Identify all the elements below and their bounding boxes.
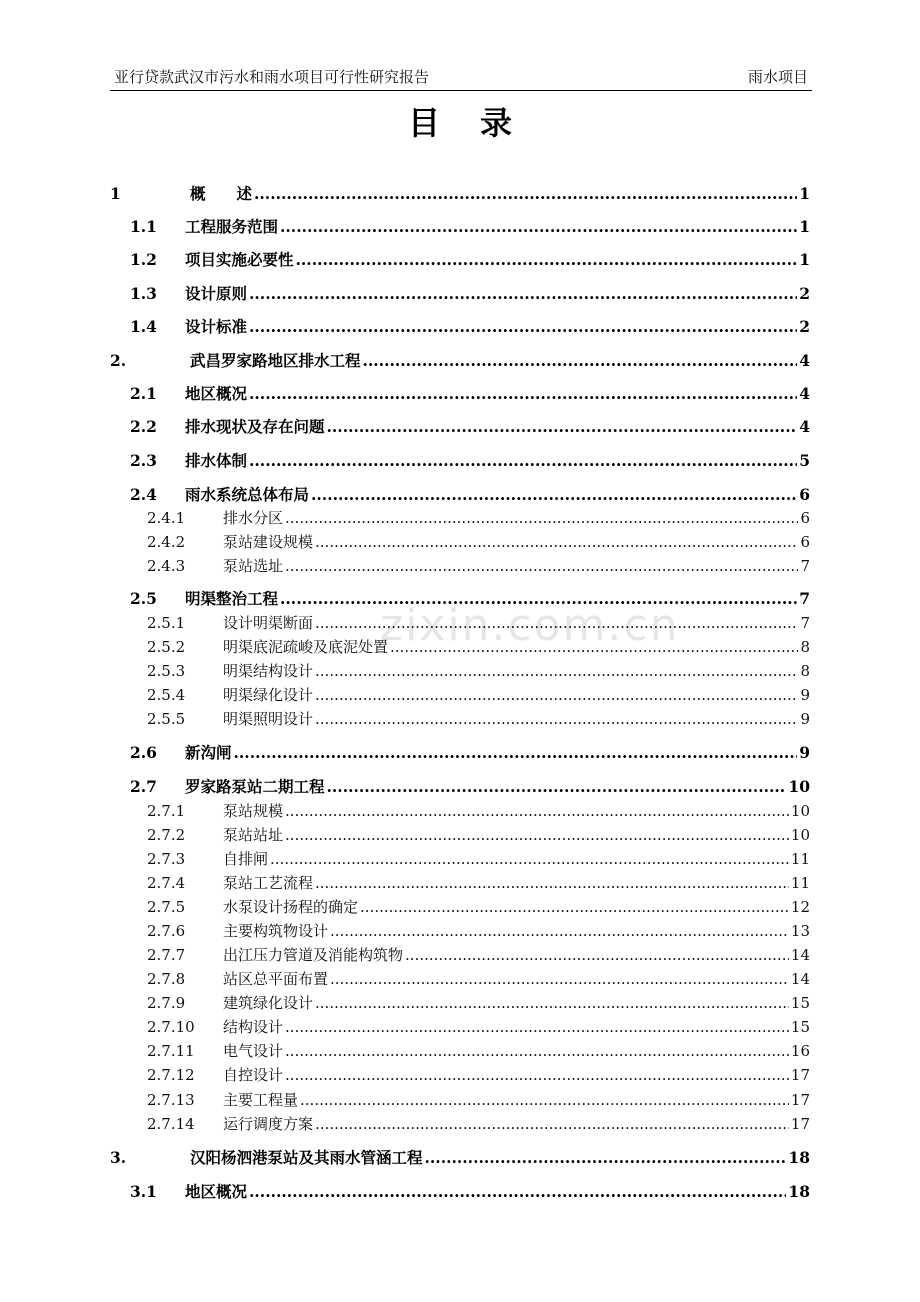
toc-entry-title: 泵站工艺流程 (223, 874, 314, 892)
toc-entry-title: 站区总平面布置 (223, 970, 329, 988)
toc-entry[interactable] (110, 968, 810, 988)
toc-dot-leader (285, 1042, 789, 1060)
toc-entry-title: 设计标准 (185, 318, 248, 336)
toc-dot-leader (315, 662, 798, 680)
header-report-title: 亚行贷款武汉市污水和雨水项目可行性研究报告 (114, 68, 430, 86)
toc-entry-number: 2.5.4 (147, 686, 186, 704)
toc-entry-page-number: 7 (799, 589, 810, 608)
toc-entry-number: 2.7.12 (147, 1066, 195, 1084)
toc-entry-title: 主要构筑物设计 (223, 922, 329, 940)
toc-entry[interactable] (110, 612, 810, 632)
toc-entry-number: 2.5.5 (147, 710, 186, 728)
toc-entry-number: 2.7.8 (147, 970, 186, 988)
toc-dot-leader (285, 557, 798, 575)
toc-entry-page-number: 17 (790, 1115, 810, 1133)
toc-entry-number: 2. (110, 351, 127, 370)
toc-entry-title: 明渠绿化设计 (223, 686, 314, 704)
toc-entry[interactable] (110, 660, 810, 680)
toc-entry-page-number: 14 (790, 970, 810, 988)
toc-entry-number: 2.7.11 (147, 1042, 195, 1060)
toc-entry-title: 汉阳杨泗港泵站及其雨水管涵工程 (190, 1149, 423, 1167)
toc-entry[interactable] (110, 1089, 810, 1109)
toc-dot-leader (285, 802, 789, 820)
toc-entry-title: 出江压力管道及消能构筑物 (223, 946, 404, 964)
toc-entry-title: 主要工程量 (223, 1091, 299, 1109)
toc-entry-title: 自控设计 (223, 1066, 284, 1084)
toc-dot-leader (315, 1115, 789, 1133)
toc-entry-title: 设计原则 (185, 285, 248, 303)
toc-entry-title: 罗家路泵站二期工程 (185, 778, 325, 796)
toc-entry-number: 1.1 (130, 217, 157, 236)
toc-dot-leader (285, 1066, 789, 1084)
toc-entry-page-number: 12 (790, 898, 810, 916)
toc-entry-title: 泵站建设规模 (223, 533, 314, 551)
toc-dot-leader (280, 217, 797, 236)
toc-entry-page-number: 1 (799, 250, 810, 269)
toc-entry[interactable] (110, 449, 810, 471)
toc-entry-title: 泵站选址 (223, 557, 284, 575)
toc-entry-page-number: 4 (799, 417, 810, 436)
toc-entry-page-number: 6 (799, 485, 810, 504)
toc-entry-title: 设计明渠断面 (223, 614, 314, 632)
toc-entry-title: 概 述 (190, 185, 253, 203)
page-title: 目录 (407, 104, 552, 142)
toc-dot-leader (363, 351, 798, 370)
toc-entry-number: 2.5.2 (147, 638, 186, 656)
toc-entry-number: 2.6 (130, 743, 157, 762)
toc-entry-title: 明渠整治工程 (185, 590, 279, 608)
toc-entry-number: 2.4.1 (147, 509, 186, 527)
toc-entry-page-number: 1 (799, 217, 810, 236)
toc-entry-title: 排水体制 (185, 452, 248, 470)
toc-dot-leader (425, 1148, 787, 1167)
toc-entry-number: 2.7 (130, 777, 157, 796)
toc-dot-leader (315, 614, 798, 632)
toc-entry[interactable] (110, 282, 810, 304)
toc-entry[interactable] (110, 1040, 810, 1060)
toc-entry[interactable] (110, 800, 810, 820)
toc-entry[interactable] (110, 315, 810, 337)
toc-entry-title: 明渠底泥疏峻及底泥处置 (223, 638, 389, 656)
toc-entry-page-number: 18 (788, 1182, 810, 1201)
toc-dot-leader (330, 922, 789, 940)
toc-dot-leader (315, 686, 798, 704)
toc-entry-page-number: 9 (800, 686, 810, 704)
toc-entry-number: 3.1 (130, 1182, 157, 1201)
toc-dot-leader (285, 509, 798, 527)
toc-entry-page-number: 4 (799, 351, 810, 370)
toc-dot-leader (405, 946, 789, 964)
toc-dot-leader (330, 970, 789, 988)
toc-entry-page-number: 1 (799, 184, 810, 203)
toc-entry-title: 地区概况 (185, 1183, 248, 1201)
toc-dot-leader (285, 1018, 789, 1036)
toc-entry[interactable] (110, 555, 810, 575)
toc-entry-number: 2.4.3 (147, 557, 186, 575)
toc-dot-leader (249, 384, 797, 403)
toc-entry-title: 武昌罗家路地区排水工程 (190, 352, 361, 370)
toc-entry-number: 2.2 (130, 417, 157, 436)
toc-entry[interactable] (110, 1113, 810, 1133)
toc-entry[interactable] (110, 920, 810, 940)
toc-entry[interactable] (110, 896, 810, 916)
toc-entry-number: 2.7.2 (147, 826, 186, 844)
toc-entry[interactable] (110, 636, 810, 656)
toc-entry[interactable] (110, 992, 810, 1012)
toc-entry[interactable] (110, 248, 810, 270)
toc-entry-title: 泵站站址 (223, 826, 284, 844)
toc-entry-page-number: 4 (799, 384, 810, 403)
toc-entry[interactable] (110, 1180, 810, 1202)
toc-entry-number: 2.7.1 (147, 802, 186, 820)
toc-entry-page-number: 6 (800, 533, 810, 551)
toc-entry-title: 明渠结构设计 (223, 662, 314, 680)
toc-entry-page-number: 10 (790, 802, 810, 820)
toc-entry-number: 2.5 (130, 589, 157, 608)
toc-entry-page-number: 9 (800, 710, 810, 728)
toc-dot-leader (315, 710, 798, 728)
toc-entry-title: 项目实施必要性 (185, 251, 294, 269)
toc-entry-number: 1.3 (130, 284, 157, 303)
toc-entry[interactable] (110, 382, 810, 404)
toc-entry-page-number: 11 (790, 850, 810, 868)
toc-entry-title: 排水分区 (223, 509, 284, 527)
toc-dot-leader (315, 994, 789, 1012)
toc-entry-page-number: 5 (799, 451, 810, 470)
toc-dot-leader (390, 638, 798, 656)
toc-entry[interactable] (110, 531, 810, 551)
toc-entry-page-number: 9 (799, 743, 810, 762)
toc-entry[interactable] (110, 587, 810, 609)
toc-entry-title: 地区概况 (185, 385, 248, 403)
toc-entry-number: 1.2 (130, 250, 157, 269)
toc-dot-leader (280, 589, 797, 608)
toc-entry-page-number: 14 (790, 946, 810, 964)
toc-entry-number: 1 (110, 184, 121, 203)
toc-entry[interactable] (110, 415, 810, 437)
toc-dot-leader (270, 850, 789, 868)
toc-entry-title: 新沟闸 (185, 744, 232, 762)
toc-entry-number: 2.4.2 (147, 533, 186, 551)
toc-entry-number: 2.7.13 (147, 1091, 195, 1109)
toc-entry-page-number: 18 (788, 1148, 810, 1167)
toc-entry[interactable] (110, 1016, 810, 1036)
toc-dot-leader (249, 284, 797, 303)
toc-entry-number: 2.7.5 (147, 898, 186, 916)
toc-entry[interactable] (110, 684, 810, 704)
toc-entry-title: 水泵设计扬程的确定 (223, 898, 359, 916)
toc-entry[interactable] (110, 1146, 810, 1168)
toc-entry[interactable] (110, 507, 810, 527)
toc-entry-page-number: 15 (790, 1018, 810, 1036)
toc-entry-title: 运行调度方案 (223, 1115, 314, 1133)
toc-entry[interactable] (110, 848, 810, 868)
toc-entry-title: 排水现状及存在问题 (185, 418, 325, 436)
toc-entry-title: 泵站规模 (223, 802, 284, 820)
toc-entry-title: 自排闸 (223, 850, 269, 868)
toc-entry[interactable] (110, 349, 810, 371)
header-project-name: 雨水项目 (747, 68, 808, 86)
toc-entry-page-number: 15 (790, 994, 810, 1012)
toc-dot-leader (300, 1091, 789, 1109)
toc-entry-page-number: 7 (800, 614, 810, 632)
toc-entry[interactable] (110, 741, 810, 763)
toc-entry-page-number: 8 (800, 638, 810, 656)
toc-entry-number: 2.7.14 (147, 1115, 195, 1133)
toc-dot-leader (249, 1182, 786, 1201)
toc-entry-page-number: 6 (800, 509, 810, 527)
toc-dot-leader (327, 777, 787, 796)
toc-entry[interactable] (110, 215, 810, 237)
toc-entry[interactable] (110, 1064, 810, 1084)
toc-entry-number: 2.1 (130, 384, 157, 403)
toc-entry-number: 2.7.6 (147, 922, 186, 940)
toc-entry-title: 工程服务范围 (185, 218, 279, 236)
toc-entry-page-number: 17 (790, 1091, 810, 1109)
toc-entry-number: 2.7.3 (147, 850, 186, 868)
toc-dot-leader (315, 533, 798, 551)
toc-entry[interactable] (110, 182, 810, 204)
toc-entry-number: 3. (110, 1148, 127, 1167)
toc-entry[interactable] (110, 775, 810, 797)
toc-entry-number: 2.7.10 (147, 1018, 195, 1036)
toc-entry-page-number: 10 (788, 777, 810, 796)
toc-dot-leader (254, 184, 797, 203)
toc-entry-number: 2.3 (130, 451, 157, 470)
toc-entry-title: 明渠照明设计 (223, 710, 314, 728)
toc-entry-title: 电气设计 (223, 1042, 284, 1060)
toc-entry[interactable] (110, 708, 810, 728)
toc-entry[interactable] (110, 872, 810, 892)
toc-dot-leader (249, 451, 797, 470)
toc-entry-page-number: 11 (790, 874, 810, 892)
toc-entry-page-number: 8 (800, 662, 810, 680)
toc-dot-leader (285, 826, 789, 844)
toc-entry-number: 2.7.9 (147, 994, 186, 1012)
toc-entry[interactable] (110, 944, 810, 964)
toc-dot-leader (234, 743, 798, 762)
toc-entry-number: 2.5.3 (147, 662, 186, 680)
toc-entry-page-number: 10 (790, 826, 810, 844)
toc-entry-number: 2.4 (130, 485, 157, 504)
toc-entry-title: 建筑绿化设计 (223, 994, 314, 1012)
toc-entry-number: 2.7.4 (147, 874, 186, 892)
toc-dot-leader (249, 317, 797, 336)
toc-entry-number: 2.5.1 (147, 614, 186, 632)
toc-entry-number: 2.7.7 (147, 946, 186, 964)
toc-entry[interactable] (110, 483, 810, 505)
toc-entry-page-number: 2 (799, 317, 810, 336)
toc-dot-leader (315, 874, 789, 892)
toc-entry-page-number: 16 (790, 1042, 810, 1060)
toc-entry-title: 结构设计 (223, 1018, 284, 1036)
watermark: zixin.com.cn (380, 600, 680, 651)
toc-dot-leader (311, 485, 797, 504)
toc-entry-page-number: 7 (800, 557, 810, 575)
toc-dot-leader (327, 417, 798, 436)
toc-entry-title: 雨水系统总体布局 (185, 486, 310, 504)
toc-entry-number: 1.4 (130, 317, 157, 336)
toc-entry-page-number: 17 (790, 1066, 810, 1084)
toc-entry-page-number: 13 (790, 922, 810, 940)
toc-dot-leader (360, 898, 789, 916)
toc-entry-page-number: 2 (799, 284, 810, 303)
toc-entry[interactable] (110, 824, 810, 844)
running-header (110, 64, 812, 91)
toc-dot-leader (296, 250, 798, 269)
